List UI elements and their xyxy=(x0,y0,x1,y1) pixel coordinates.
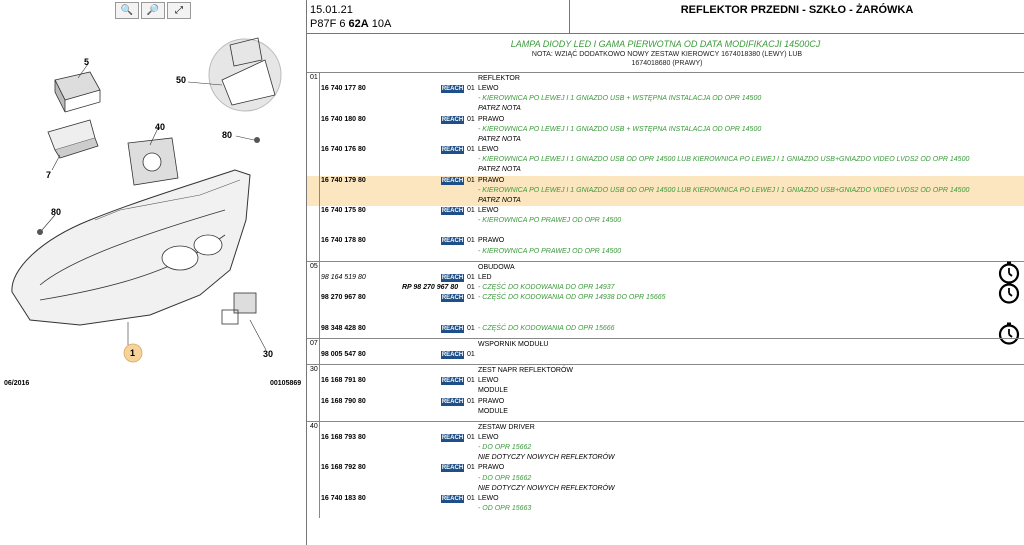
detail-row xyxy=(307,340,1024,350)
callout-30[interactable]: 30 xyxy=(263,349,274,359)
part-number[interactable]: 16 168 791 80 xyxy=(321,377,366,385)
detail-row xyxy=(307,263,1024,273)
group-column-divider xyxy=(319,421,320,518)
detail-row xyxy=(307,247,1024,257)
zoom-fit-icon[interactable]: ⤢ xyxy=(167,2,191,19)
part-row[interactable] xyxy=(307,397,1024,407)
group-divider xyxy=(307,72,1024,73)
group-divider xyxy=(307,261,1024,262)
reach-badge: REACH xyxy=(441,177,464,184)
detail-row xyxy=(307,313,1024,323)
reach-badge: REACH xyxy=(441,398,464,405)
detail-row xyxy=(307,504,1024,514)
quantity: 01 xyxy=(467,85,475,93)
diagram-ref: 00105869 xyxy=(270,380,302,387)
detail-row xyxy=(307,165,1024,175)
description: PATRZ NOTA xyxy=(478,135,521,143)
reach-badge: REACH xyxy=(441,238,464,245)
reach-badge: REACH xyxy=(441,351,464,358)
detail-row xyxy=(307,186,1024,196)
quantity: 01 xyxy=(467,324,475,332)
quantity: 01 xyxy=(467,176,475,184)
page-title: REFLEKTOR PRZEDNI - SZKŁO - ŻARÓWKA xyxy=(680,4,914,16)
detail-row xyxy=(307,125,1024,135)
description: PRAWO xyxy=(478,237,505,245)
detail-row xyxy=(307,283,1024,293)
group-divider xyxy=(307,338,1024,339)
condition-note: - DO OPR 15662 xyxy=(478,444,532,452)
detail-row xyxy=(307,226,1024,236)
group-number: 30 xyxy=(310,366,318,374)
part-number[interactable]: 16 740 177 80 xyxy=(321,85,366,93)
detail-row xyxy=(307,366,1024,376)
diagram-panel xyxy=(0,0,306,545)
description: LEWO xyxy=(478,494,499,502)
description: ZESTAW DRIVER xyxy=(478,423,535,431)
description: LEWO xyxy=(478,85,499,93)
group-number: 01 xyxy=(310,74,318,81)
part-row[interactable] xyxy=(307,433,1024,443)
part-number[interactable]: 98 164 519 80 xyxy=(321,273,366,281)
part-number[interactable]: 16 740 175 80 xyxy=(321,206,366,214)
callout-1[interactable]: 1 xyxy=(130,348,136,358)
detail-row xyxy=(307,216,1024,226)
quantity: 01 xyxy=(467,464,475,472)
detail-row xyxy=(307,303,1024,313)
detail-row xyxy=(307,484,1024,494)
quantity: 01 xyxy=(467,206,475,214)
condition-note: - OD OPR 15663 xyxy=(478,505,532,512)
condition-note: - CZĘŚĆ DO KODOWANIA OD OPR 15666 xyxy=(478,324,615,332)
description: NIE DOTYCZY NOWYCH REFLEKTORÓW xyxy=(478,454,615,462)
reach-badge: REACH xyxy=(441,295,464,302)
description: ZEST NAPR REFLEKTORÓW xyxy=(478,367,574,375)
callout-80-left[interactable]: 80 xyxy=(51,207,62,217)
description: PATRZ NOTA xyxy=(478,196,521,204)
quantity: 01 xyxy=(467,294,475,302)
description: WSPORNIK MODUŁU xyxy=(478,340,549,348)
parts-list-panel xyxy=(307,0,1024,545)
quantity: 01 xyxy=(467,273,475,281)
part-row[interactable] xyxy=(307,236,1024,246)
part-number[interactable]: 16 740 179 80 xyxy=(321,176,366,184)
part-row[interactable] xyxy=(307,84,1024,94)
detail-row xyxy=(307,407,1024,417)
group-divider xyxy=(307,421,1024,422)
part-number[interactable]: 98 005 547 80 xyxy=(321,350,366,358)
reach-badge: REACH xyxy=(441,147,464,154)
quantity: 01 xyxy=(467,237,475,245)
description: LEWO xyxy=(478,377,499,385)
quantity: 01 xyxy=(467,377,475,385)
description: LEWO xyxy=(478,433,499,441)
header-date: 15.01.21 xyxy=(310,4,353,16)
condition-note: - KIEROWNICA PO LEWEJ I 1 GNIAZDO USB + WSTĘPNA INSTALACJA OD OPR 14500 xyxy=(478,95,762,103)
part-row[interactable] xyxy=(307,324,1024,334)
callout-80-right[interactable]: 80 xyxy=(222,130,233,140)
reach-badge: REACH xyxy=(441,378,464,385)
reach-badge: REACH xyxy=(441,465,464,472)
detail-row xyxy=(307,423,1024,433)
group-number: 40 xyxy=(310,422,318,430)
quantity: 01 xyxy=(467,494,475,502)
group-column-divider xyxy=(319,338,320,364)
part-row[interactable] xyxy=(307,273,1024,283)
condition-note: - KIEROWNICA PO LEWEJ I 1 GNIAZDO USB OD OPR 14500 LUB KIEROWNICA PO LEWEJ I 1 GNIAZDO USB+GNIAZDO VIDEO LVDS2 OD OPR 14500 xyxy=(478,186,970,194)
detail-row xyxy=(307,474,1024,484)
zoom-toolbar xyxy=(115,2,191,18)
callout-50[interactable]: 50 xyxy=(176,75,187,85)
detail-row xyxy=(307,104,1024,114)
description: PATRZ NOTA xyxy=(478,105,521,113)
condition-note: - CZĘŚĆ DO KODOWANIA OD OPR 14938 DO OPR 15665 xyxy=(478,294,666,302)
part-row[interactable] xyxy=(307,463,1024,473)
detail-row xyxy=(307,74,1024,84)
part-number[interactable]: 16 740 176 80 xyxy=(321,146,366,154)
condition-note: - KIEROWNICA PO PRAWEJ OD OPR 14500 xyxy=(478,217,622,225)
replacement-part-number[interactable]: RP 98 270 967 80 xyxy=(402,284,459,291)
quantity: 01 xyxy=(467,350,475,358)
part-row[interactable] xyxy=(307,145,1024,155)
callout-5[interactable]: 5 xyxy=(84,57,90,67)
part-number[interactable]: 16 740 180 80 xyxy=(321,115,366,123)
description: PRAWO xyxy=(478,176,505,184)
description: MODULE xyxy=(478,387,508,395)
description: LEWO xyxy=(478,206,499,214)
part-80-screw-right xyxy=(254,137,260,143)
group-number: 07 xyxy=(310,339,318,347)
part-number[interactable]: 16 168 793 80 xyxy=(321,433,366,441)
detail-row xyxy=(307,155,1024,165)
description: OBUDOWA xyxy=(478,263,515,271)
description: MODULE xyxy=(478,407,508,415)
group-column-divider xyxy=(319,72,320,261)
reach-badge: REACH xyxy=(441,325,464,332)
part-number[interactable]: 98 348 428 80 xyxy=(321,324,366,332)
description: PRAWO xyxy=(478,464,505,472)
description: PRAWO xyxy=(478,115,505,123)
part-row[interactable] xyxy=(307,176,1024,186)
detail-row xyxy=(307,135,1024,145)
zoom-out-icon[interactable]: 🔎 xyxy=(141,2,165,19)
group-divider xyxy=(307,364,1024,365)
callout-40[interactable]: 40 xyxy=(155,122,166,132)
quantity: 01 xyxy=(467,284,475,291)
part-number[interactable]: 16 740 178 80 xyxy=(321,237,366,245)
detail-row xyxy=(307,386,1024,396)
headlamp-exploded-diagram xyxy=(0,20,306,400)
part-number[interactable]: 16 740 183 80 xyxy=(321,494,366,502)
part-row[interactable] xyxy=(307,376,1024,386)
quantity: 01 xyxy=(467,433,475,441)
condition-note: - KIEROWNICA PO PRAWEJ OD OPR 14500 xyxy=(478,247,622,255)
description: LEWO xyxy=(478,146,499,154)
detail-row xyxy=(307,443,1024,453)
quantity: 01 xyxy=(467,146,475,154)
detail-row xyxy=(307,453,1024,463)
part-row[interactable] xyxy=(307,115,1024,125)
reach-badge: REACH xyxy=(441,274,464,281)
description: PATRZ NOTA xyxy=(478,166,521,174)
part-row[interactable] xyxy=(307,350,1024,360)
reach-badge: REACH xyxy=(441,434,464,441)
condition-note: - KIEROWNICA PO LEWEJ I 1 GNIAZDO USB + WSTĘPNA INSTALACJA OD OPR 14500 xyxy=(478,125,762,133)
description: NIE DOTYCZY NOWYCH REFLEKTORÓW xyxy=(478,484,615,492)
reach-badge: REACH xyxy=(441,495,464,502)
zoom-in-icon[interactable]: 🔍 xyxy=(115,2,139,19)
condition-note: - KIEROWNICA PO LEWEJ I 1 GNIAZDO USB OD OPR 14500 LUB KIEROWNICA PO LEWEJ I 1 GNIAZDO USB+GNIAZDO VIDEO LVDS2 OD OPR 14500 xyxy=(478,156,970,164)
reach-badge: REACH xyxy=(441,86,464,93)
group-number: 05 xyxy=(310,262,318,270)
detail-row xyxy=(307,196,1024,206)
condition-note: - CZĘŚĆ DO KODOWANIA DO OPR 14937 xyxy=(478,284,615,291)
header-code: P87F 6 62A 10A xyxy=(310,18,392,30)
quantity: 01 xyxy=(467,115,475,123)
note-text: NOTA: WZIĄĆ DODATKOWO NOWY ZESTAW KIEROWCY 1674018380 (LEWY) LUB 1674018680 (PRAWY) xyxy=(531,51,803,67)
description: REFLEKTOR xyxy=(478,75,520,82)
callout-7[interactable]: 7 xyxy=(46,170,52,180)
header-divider xyxy=(307,33,1024,34)
quantity: 01 xyxy=(467,397,475,405)
reach-badge: REACH xyxy=(441,116,464,123)
note-green: LAMPA DIODY LED I GAMA PIERWOTNA OD DATA MODIFIKACJI 14500CJ xyxy=(510,39,821,49)
part-number[interactable]: 16 168 792 80 xyxy=(321,464,366,472)
diagram-date: 06/2016 xyxy=(4,380,30,387)
part-row[interactable] xyxy=(307,206,1024,216)
description: LED xyxy=(478,273,492,281)
part-number[interactable]: 16 168 790 80 xyxy=(321,397,366,405)
group-column-divider xyxy=(319,261,320,338)
detail-row xyxy=(307,94,1024,104)
part-number[interactable]: 98 270 967 80 xyxy=(321,294,366,302)
part-row[interactable] xyxy=(307,293,1024,303)
reach-badge: REACH xyxy=(441,207,464,214)
condition-note: - DO OPR 15662 xyxy=(478,474,532,482)
group-column-divider xyxy=(319,364,320,421)
description: PRAWO xyxy=(478,397,505,405)
part-row[interactable] xyxy=(307,494,1024,504)
